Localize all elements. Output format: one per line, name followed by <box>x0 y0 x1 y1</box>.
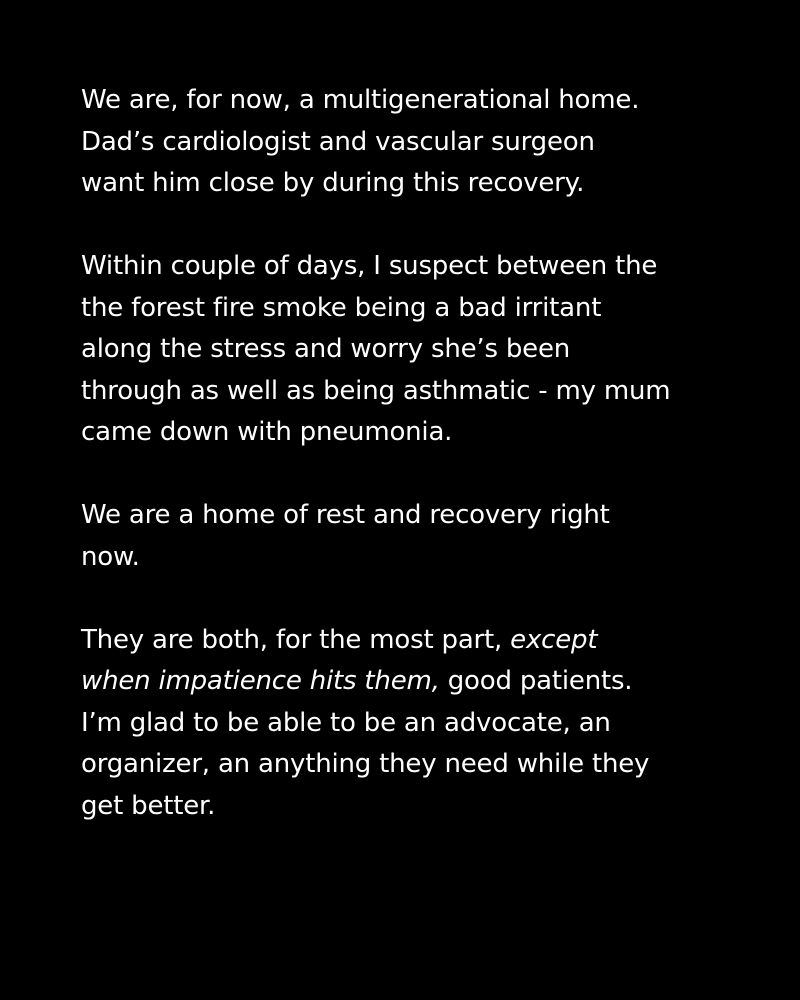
text-line: Dad’s cardiologist and vascular surgeon <box>81 126 595 157</box>
text-line: came down with pneumonia. <box>81 417 453 447</box>
paragraph-spacer <box>81 454 741 496</box>
text-italic: when impatience hits them, <box>81 666 440 696</box>
text-line <box>81 620 741 662</box>
text-line: I’m glad to be able to be an advocate, an <box>81 707 611 738</box>
text-line: along the stress and worry she’s been <box>81 334 571 364</box>
paragraph-2 <box>81 246 741 454</box>
body-text <box>81 80 741 827</box>
paragraph-4 <box>81 620 741 828</box>
text-italic: except <box>510 624 598 655</box>
text-regular: good patients. <box>439 666 633 696</box>
text-regular: They are both, for the most part, <box>81 624 511 655</box>
text-line <box>81 661 741 703</box>
paragraph-spacer <box>81 205 741 247</box>
text-line: through as well as being asthmatic - my mum <box>81 375 671 406</box>
text-line: want him close by during this recovery. <box>81 168 585 198</box>
paragraph-spacer <box>81 578 741 620</box>
paragraph-3 <box>81 495 741 578</box>
text-line: Within couple of days, I suspect between the <box>81 251 658 281</box>
text-line: get better. <box>81 790 216 821</box>
text-line: organizer, an anything they need while they <box>81 749 650 779</box>
text-line: the forest fire smoke being a bad irritant <box>81 292 602 323</box>
paragraph-1 <box>81 80 741 205</box>
text-line: now. <box>81 541 140 572</box>
text-line: We are, for now, a multigenerational home. <box>81 85 640 115</box>
text-line: We are a home of rest and recovery right <box>81 500 610 530</box>
